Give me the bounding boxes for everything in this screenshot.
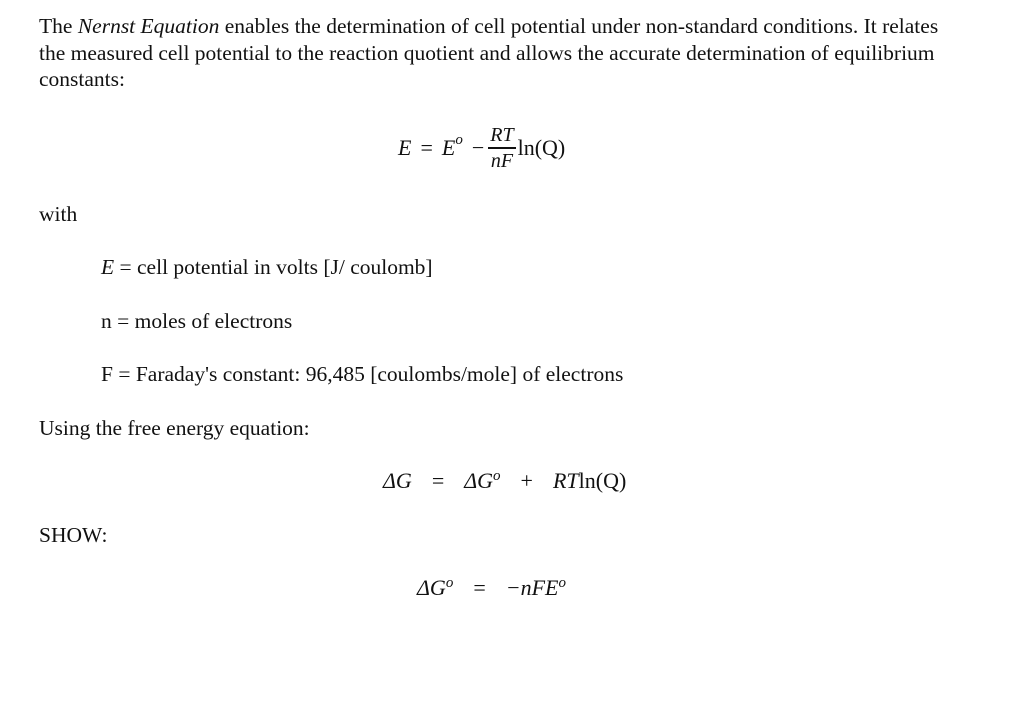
show-rhs-sup: o: [558, 575, 566, 591]
free-lhs: ΔG: [383, 468, 412, 493]
intro-paragraph: [39, 13, 959, 93]
free-rt: RT: [552, 468, 579, 493]
with-label: with: [39, 202, 78, 226]
definition-f: F = Faraday's constant: 96,485 [coulombs/mole] of electrons: [101, 362, 624, 386]
show-rhs: −nFE: [505, 575, 559, 600]
free-naught-sup: o: [493, 468, 501, 484]
show-label: SHOW:: [39, 523, 108, 547]
nernst-equation: [398, 118, 565, 178]
definition-e-symbol: E: [101, 255, 115, 279]
using-label: Using the free energy equation:: [39, 416, 310, 440]
nernst-minus: −: [471, 135, 485, 160]
free-plus: +: [520, 468, 533, 493]
nernst-log-term: ln(Q): [517, 135, 566, 160]
definition-e: [101, 254, 433, 280]
free-equals: =: [431, 468, 445, 493]
show-equals: =: [473, 575, 486, 600]
intro-prefix: The: [39, 14, 78, 38]
nernst-equals: =: [420, 135, 433, 160]
show-naught-sup: o: [445, 575, 454, 591]
nernst-fraction: [488, 123, 515, 172]
free-delta-g0: ΔG: [464, 468, 494, 493]
show-equation: [417, 573, 566, 606]
free-energy-equation: [383, 466, 626, 499]
show-lhs: ΔG: [417, 575, 446, 600]
fraction-denominator: nF: [490, 149, 514, 172]
nernst-e-naught: E: [441, 135, 456, 160]
nernst-term: Nernst Equation: [77, 14, 220, 38]
definition-n: n = moles of electrons: [101, 309, 293, 333]
fraction-numerator: RT: [490, 124, 514, 147]
definition-e-text: = cell potential in volts [J/ coulomb]: [114, 255, 433, 279]
nernst-lhs: E: [398, 135, 412, 160]
free-log-term: ln(Q): [578, 468, 627, 493]
nernst-naught-sup: o: [455, 131, 463, 148]
intro-text: enables the determination of cell potential under non-standard conditions. It relates the measured cell potential to the reaction quotient and allows the accurate determination of equilibrium constants:: [39, 14, 939, 91]
